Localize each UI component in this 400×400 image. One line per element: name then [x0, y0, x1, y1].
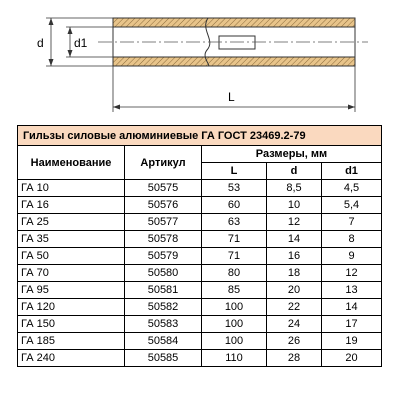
cell-L: 100: [202, 299, 267, 316]
header-d: d: [267, 163, 322, 180]
cell-d1: 7: [322, 214, 382, 231]
cell-d: 28: [267, 350, 322, 367]
cell-name: ГА 70: [18, 265, 125, 282]
cell-article: 50575: [125, 180, 202, 197]
sleeve-drawing: [0, 0, 400, 120]
cell-article: 50577: [125, 214, 202, 231]
cell-d1: 8: [322, 231, 382, 248]
table-row: [18, 214, 382, 231]
sleeve-top-wall: [113, 18, 355, 27]
cell-name: ГА 185: [18, 333, 125, 350]
cell-article: 50579: [125, 248, 202, 265]
cell-L: 71: [202, 248, 267, 265]
table-body: [18, 180, 382, 367]
L-arrow-left: [113, 105, 120, 110]
cell-d1: 13: [322, 282, 382, 299]
table-row: [18, 333, 382, 350]
table-row: [18, 282, 382, 299]
cell-article: 50580: [125, 265, 202, 282]
cell-d: 12: [267, 214, 322, 231]
sleeve-bottom-wall: [113, 57, 355, 66]
d-arrow-bottom: [49, 59, 54, 66]
cell-d1: 5,4: [322, 197, 382, 214]
cell-article: 50584: [125, 333, 202, 350]
d1-arrow-bottom: [68, 50, 73, 57]
cell-d1: 9: [322, 248, 382, 265]
cell-article: 50578: [125, 231, 202, 248]
cell-L: 100: [202, 333, 267, 350]
table-title-row: [18, 126, 382, 146]
label-d1: d1: [74, 36, 88, 50]
cell-name: ГА 150: [18, 316, 125, 333]
cell-d1: 19: [322, 333, 382, 350]
table-row: [18, 180, 382, 197]
cell-d1: 17: [322, 316, 382, 333]
cell-d: 20: [267, 282, 322, 299]
cell-L: 85: [202, 282, 267, 299]
cell-L: 53: [202, 180, 267, 197]
cell-name: ГА 95: [18, 282, 125, 299]
cell-L: 80: [202, 265, 267, 282]
L-arrow-right: [348, 105, 355, 110]
table-title: Гильзы силовые алюминиевые ГА ГОСТ 23469.2-79: [18, 126, 382, 146]
header-row-1: [18, 146, 382, 163]
cell-name: ГА 240: [18, 350, 125, 367]
cell-article: 50583: [125, 316, 202, 333]
d1-arrow-top: [68, 27, 73, 34]
inspection-window: [219, 36, 255, 49]
cell-article: 50581: [125, 282, 202, 299]
cell-L: 63: [202, 214, 267, 231]
cell-d: 8,5: [267, 180, 322, 197]
spec-table: [17, 125, 382, 367]
cell-article: 50576: [125, 197, 202, 214]
cell-d: 18: [267, 265, 322, 282]
cell-d: 26: [267, 333, 322, 350]
cell-name: ГА 50: [18, 248, 125, 265]
table-row: [18, 265, 382, 282]
table-row: [18, 248, 382, 265]
d-arrow-top: [49, 18, 54, 25]
label-L: L: [228, 90, 235, 104]
cell-L: 71: [202, 231, 267, 248]
cell-name: ГА 10: [18, 180, 125, 197]
table-row: [18, 299, 382, 316]
cell-name: ГА 35: [18, 231, 125, 248]
cell-name: ГА 25: [18, 214, 125, 231]
cell-d1: 20: [322, 350, 382, 367]
header-article: Артикул: [125, 146, 202, 180]
table-row: [18, 231, 382, 248]
cell-d1: 12: [322, 265, 382, 282]
cell-name: ГА 16: [18, 197, 125, 214]
header-dimensions: Размеры, мм: [202, 146, 382, 163]
label-d: d: [37, 36, 44, 50]
cell-d: 14: [267, 231, 322, 248]
header-L: L: [202, 163, 267, 180]
cell-article: 50582: [125, 299, 202, 316]
table-row: [18, 350, 382, 367]
header-d1: d1: [322, 163, 382, 180]
header-name: Наименование: [18, 146, 125, 180]
cell-d: 10: [267, 197, 322, 214]
cell-d1: 14: [322, 299, 382, 316]
cell-L: 110: [202, 350, 267, 367]
cell-name: ГА 120: [18, 299, 125, 316]
cell-d: 22: [267, 299, 322, 316]
cell-d1: 4,5: [322, 180, 382, 197]
cell-L: 60: [202, 197, 267, 214]
cell-L: 100: [202, 316, 267, 333]
cell-d: 24: [267, 316, 322, 333]
table-row: [18, 316, 382, 333]
table-row: [18, 197, 382, 214]
cell-article: 50585: [125, 350, 202, 367]
cell-d: 16: [267, 248, 322, 265]
